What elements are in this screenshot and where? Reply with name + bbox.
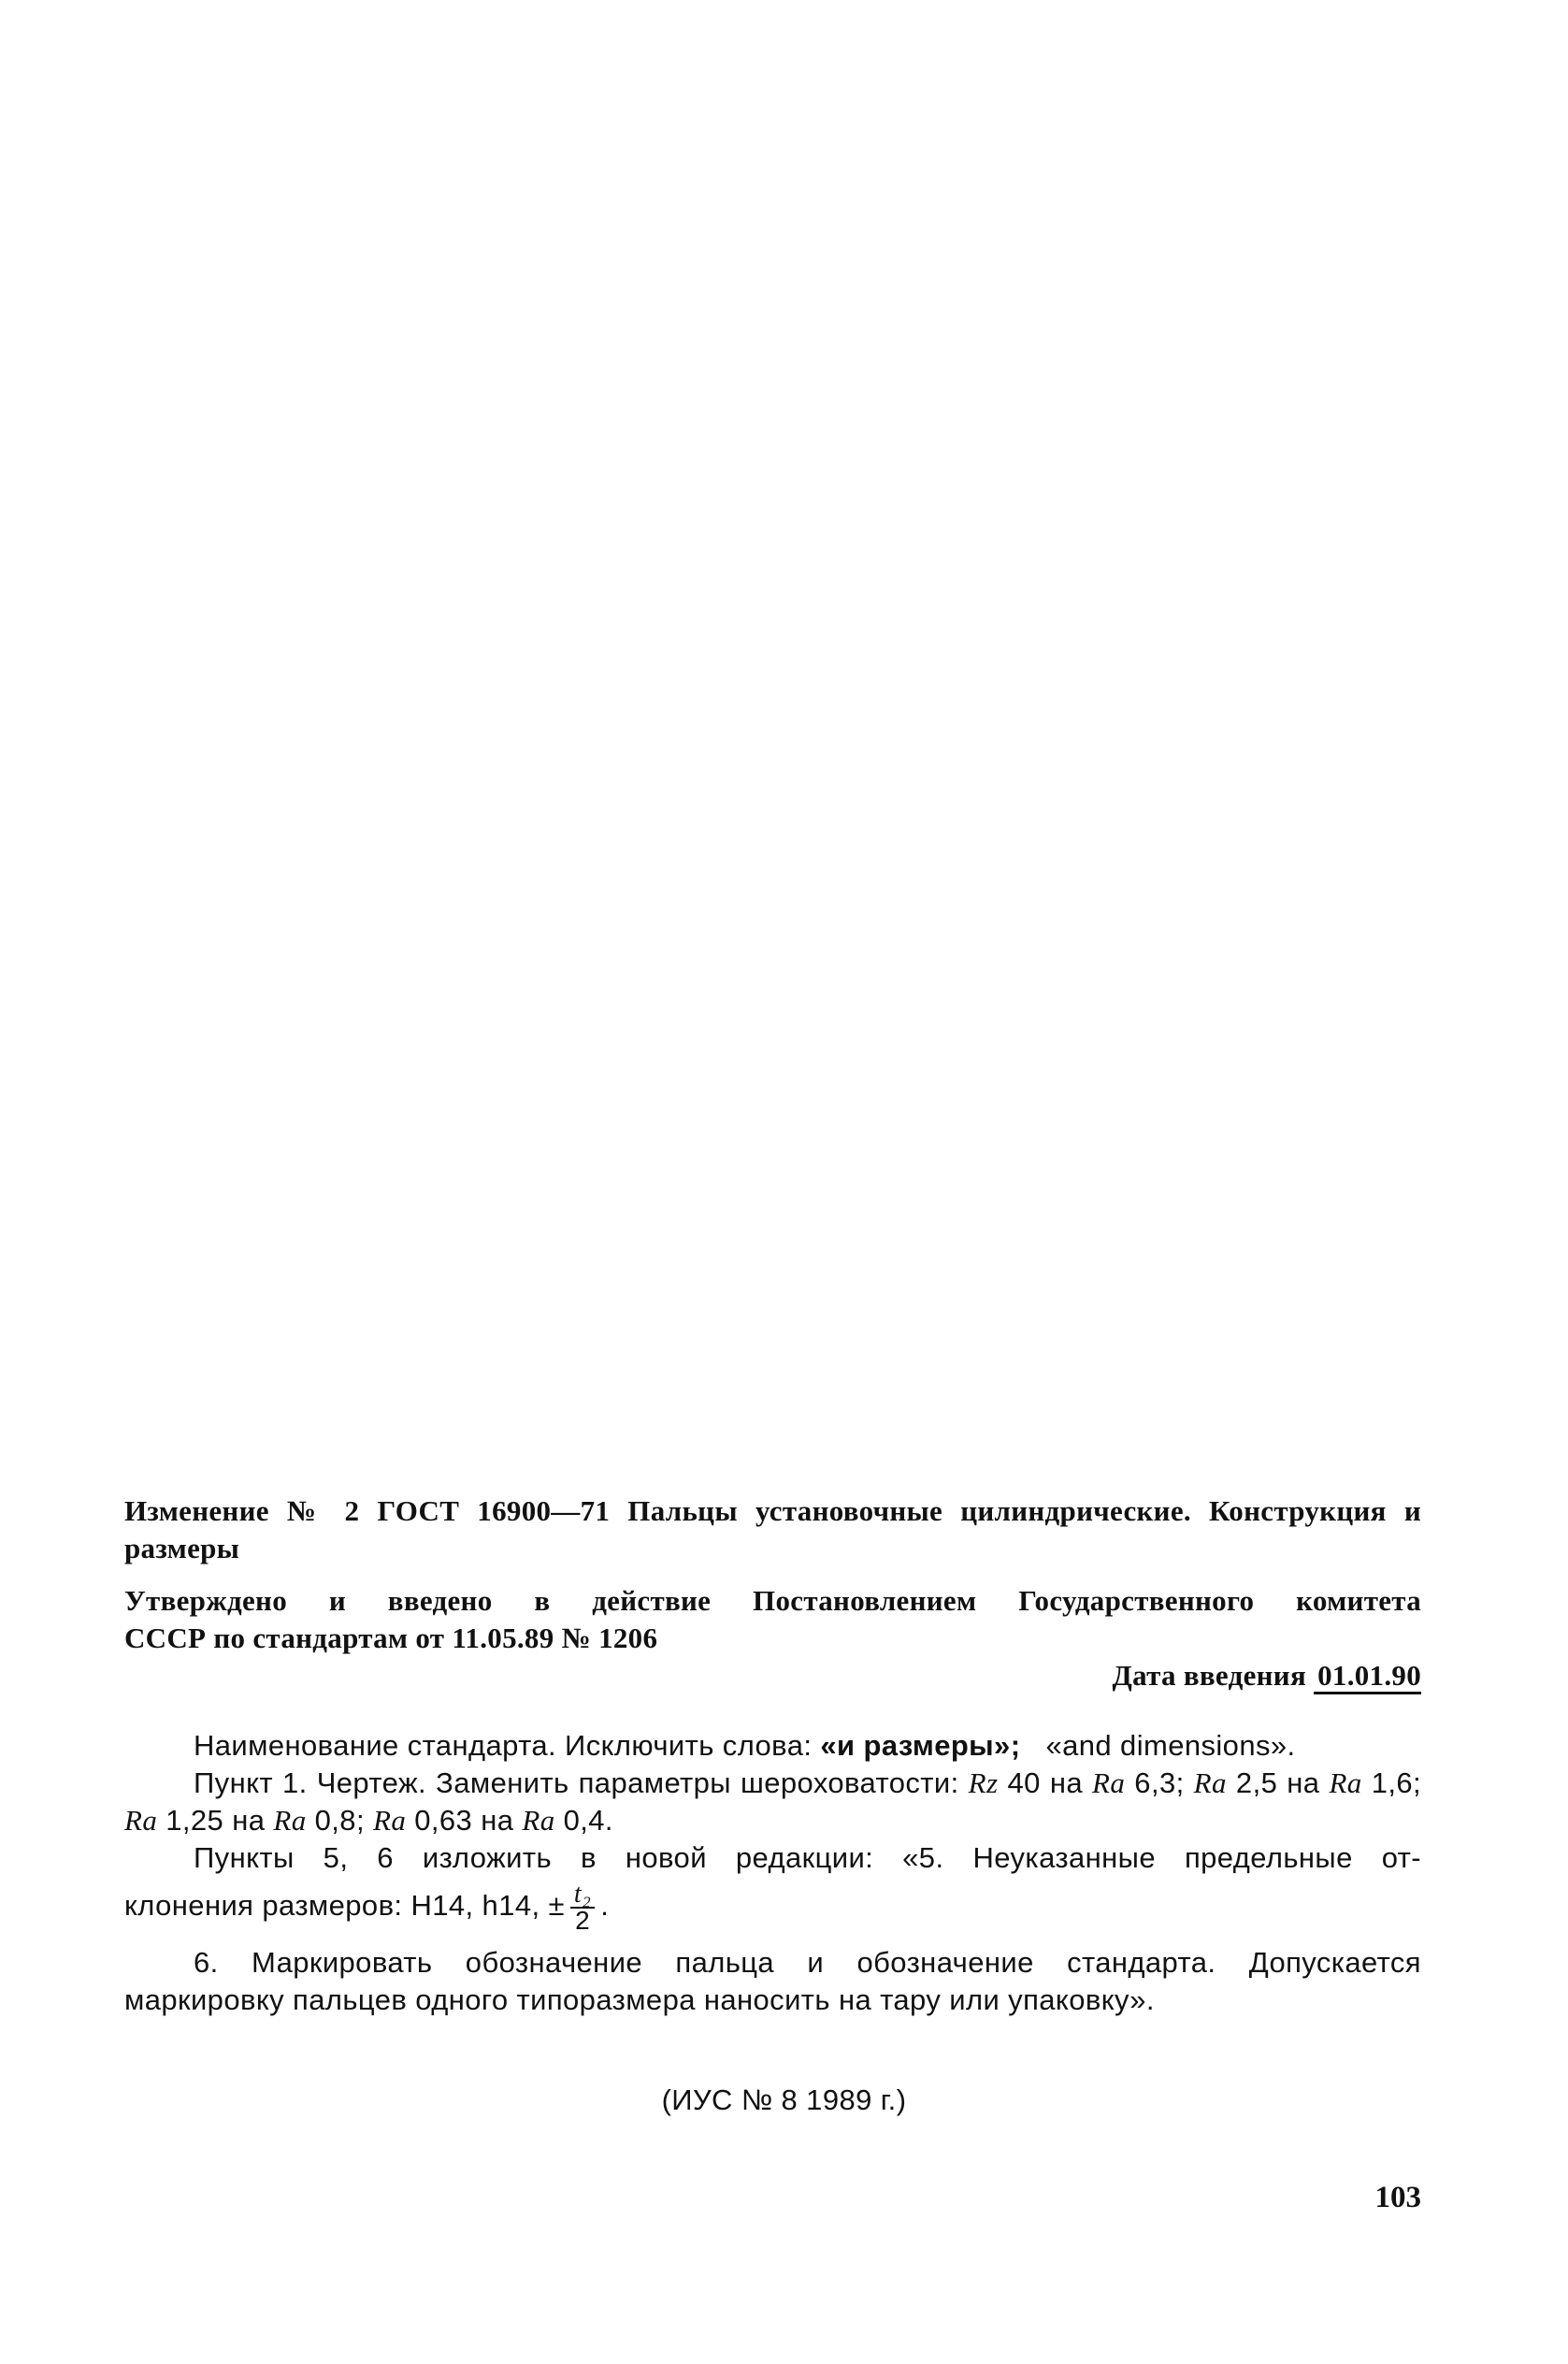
p2-v7: 0,63 на — [414, 1804, 514, 1837]
approval-line-2: СССР по стандартам от 11.05.89 № 1206 — [124, 1622, 658, 1654]
approval-line-1: Утверждено и введено в действие Постановлением Государственного комитета — [124, 1584, 1421, 1617]
p2-v4: 1,6; — [1371, 1766, 1422, 1799]
p1-quoted-ru: «и размеры»; — [820, 1729, 1021, 1762]
p2-v8: 0,4. — [563, 1804, 613, 1837]
paragraph-item-6-line-2 — [124, 1982, 1421, 2019]
p2-v5: 1,25 на — [165, 1804, 266, 1837]
p2-ra2: Ra — [1193, 1766, 1227, 1799]
heading-text: Изменение № 2 ГОСТ 16900—71 Пальцы установочные цилиндрические. Конструкция и размеры — [124, 1494, 1421, 1564]
introduction-date — [1112, 1657, 1421, 1694]
p2-rz: Rz — [968, 1766, 999, 1799]
paragraph-item-6-line-1 — [124, 1944, 1421, 1982]
p2-ra4: Ra — [124, 1804, 158, 1837]
spacer — [124, 1933, 1421, 1944]
paragraph-items-5-6-line-2 — [124, 1882, 1421, 1933]
p2-text: Пункт 1. Чертеж. Заменить параметры шероховатости: — [194, 1766, 959, 1799]
p2-v6: 0,8; — [314, 1804, 365, 1837]
p4-text-b: маркировку пальцев одного типоразмера наносить на тару или упаковку». — [124, 1983, 1155, 2016]
introduction-date-value: 01.01.90 — [1314, 1659, 1421, 1694]
p3-text-c: . — [600, 1889, 610, 1923]
page-number: 103 — [1374, 2181, 1421, 2214]
p4-text-a: 6. Маркировать обозначение пальца и обозначение стандарта. Допускается — [194, 1946, 1421, 1979]
fraction-numerator: t₂ — [570, 1882, 595, 1909]
paragraph-title-change — [124, 1727, 1421, 1765]
p2-ra7: Ra — [522, 1804, 555, 1837]
amendment-heading — [124, 1492, 1421, 1567]
introduction-date-label: Дата введения — [1112, 1659, 1307, 1692]
amendment-body — [124, 1727, 1421, 2019]
p2-ra1: Ra — [1092, 1766, 1126, 1799]
p1-text: Наименование стандарта. Исключить слова: — [194, 1729, 813, 1762]
p3-text-b: клонения размеров: H14, h14, ± — [124, 1889, 565, 1923]
p2-v2: 6,3; — [1134, 1766, 1185, 1799]
fraction-denominator: 2 — [575, 1906, 591, 1935]
approval-statement — [124, 1582, 1421, 1657]
paragraph-items-5-6-line-1 — [124, 1839, 1421, 1877]
p2-v1: 40 на — [1007, 1766, 1083, 1799]
fraction-t2-over-2 — [570, 1882, 595, 1933]
p2-ra5: Ra — [273, 1804, 307, 1837]
p2-ra6: Ra — [372, 1804, 407, 1837]
p2-v3: 2,5 на — [1235, 1766, 1320, 1799]
p2-ra3: Ra — [1329, 1766, 1362, 1799]
p1-quoted-en: «and dimensions». — [1045, 1729, 1296, 1762]
paragraph-roughness — [124, 1765, 1421, 1839]
p3-text-a: Пункты 5, 6 изложить в новой редакции: «5. Неуказанные предельные от- — [194, 1841, 1421, 1874]
ius-reference: (ИУС № 8 1989 г.) — [661, 2083, 907, 2116]
